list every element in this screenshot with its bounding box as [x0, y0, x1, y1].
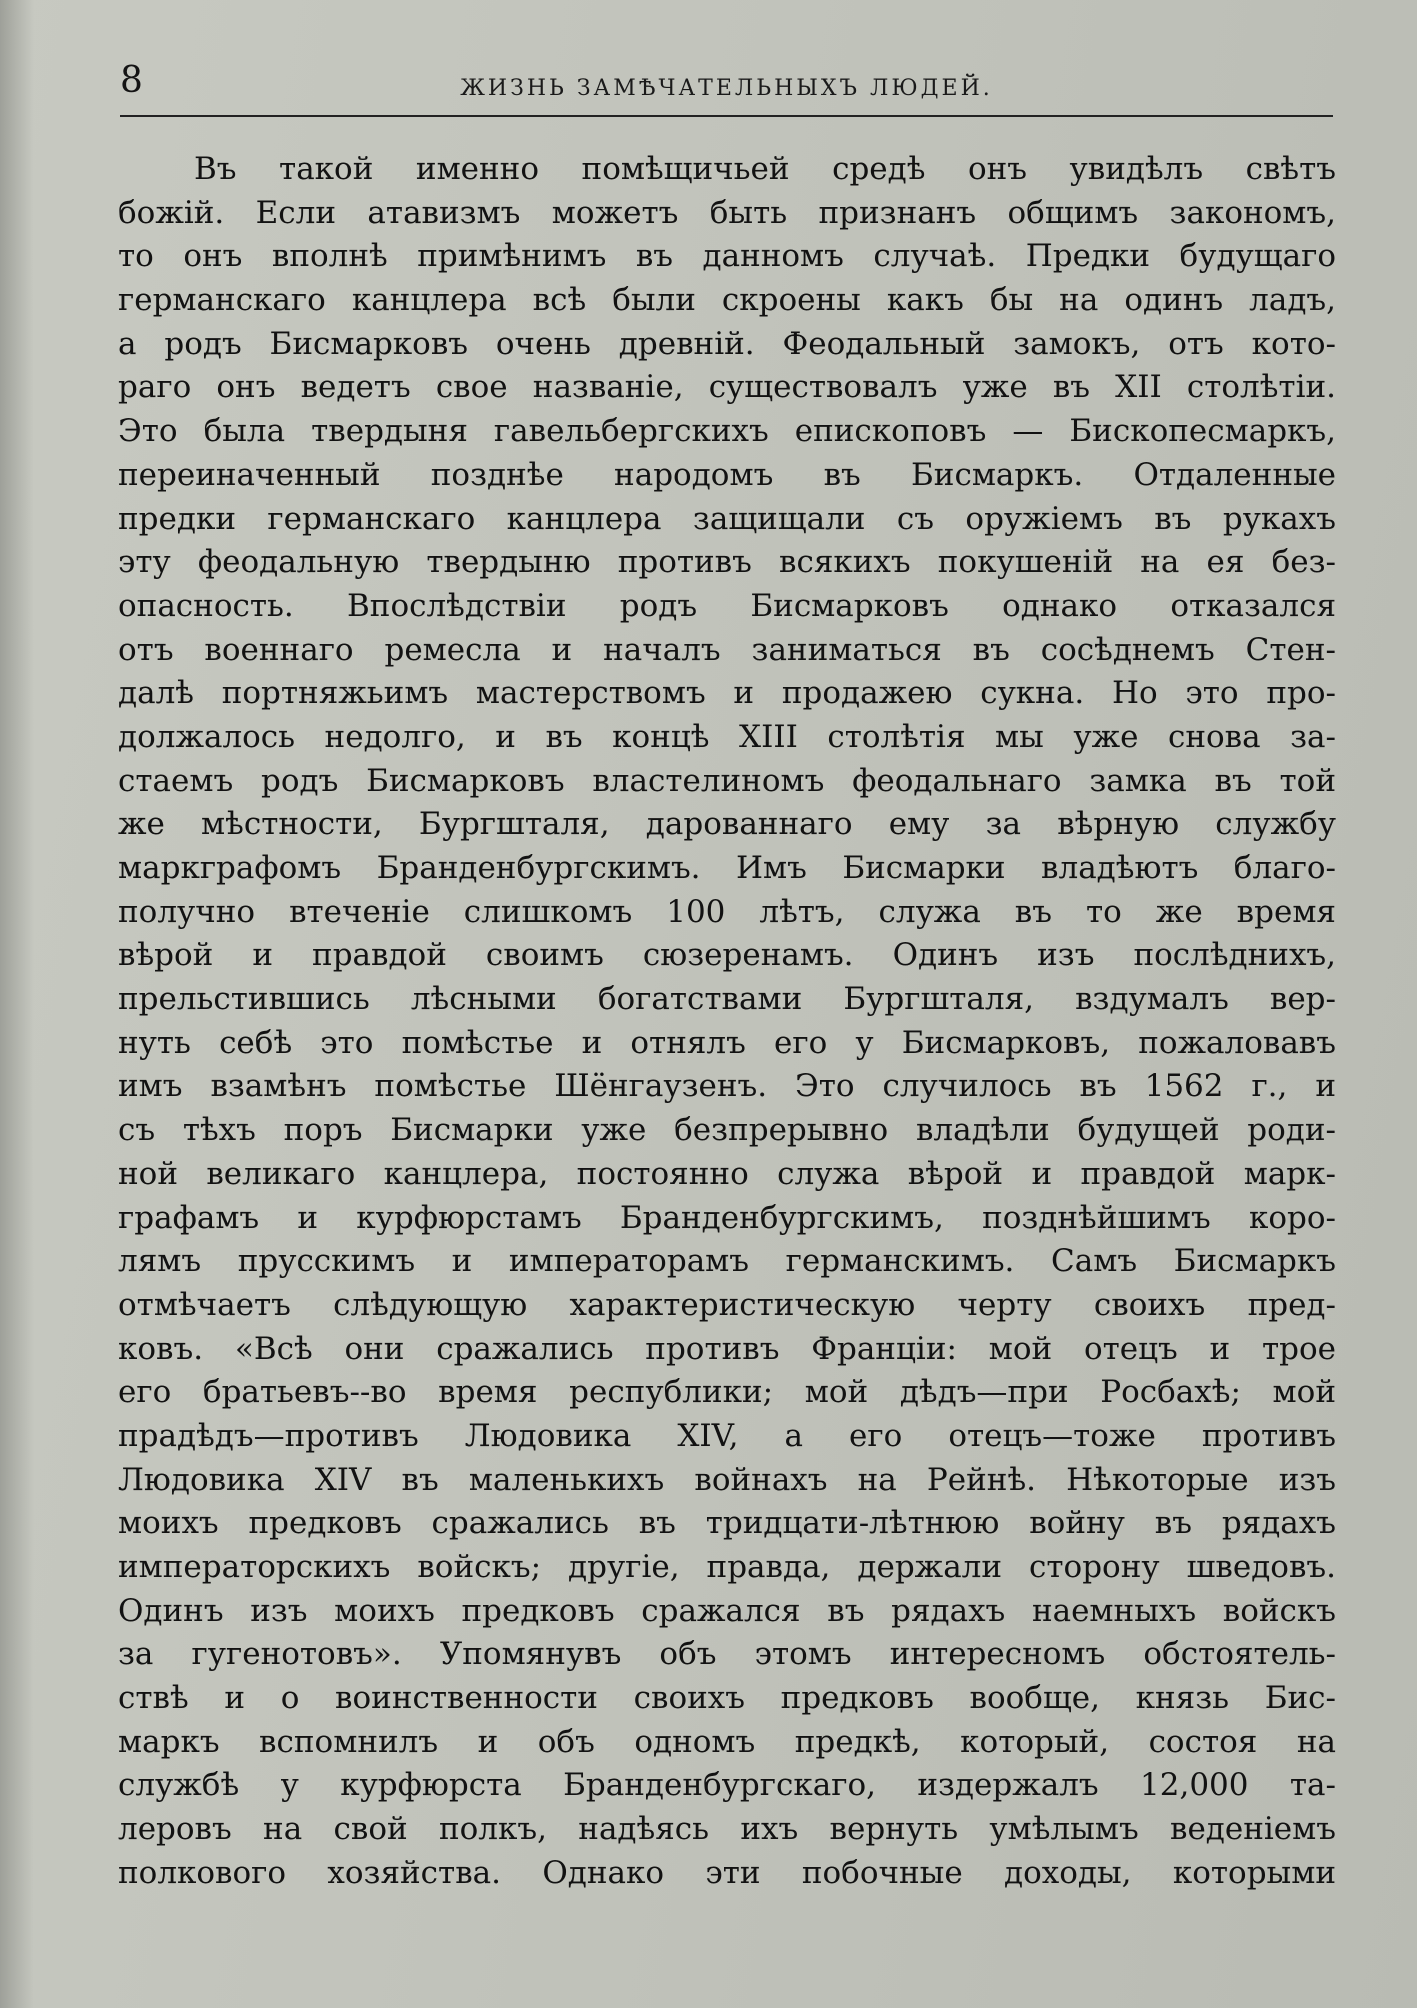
text-line: стаемъ родъ Бисмарковъ властелиномъ феодальнаго замка въ той [118, 762, 1336, 799]
text-line: отъ военнаго ремесла и началъ заниматься въ сосѣднемъ Стен- [118, 631, 1336, 668]
text-line: Одинъ изъ моихъ предковъ сражался въ рядахъ наемныхъ войскъ [118, 1592, 1336, 1629]
text-line: же мѣстности, Бургшталя, дарованнаго ему за вѣрную службу [118, 806, 1336, 843]
text-line: вѣрой и правдой своимъ сюзеренамъ. Одинъ изъ послѣднихъ, [118, 937, 1336, 974]
text-line: прельстившись лѣсными богатствами Бургшталя, вздумалъ вер- [118, 981, 1336, 1018]
text-line: императорскихъ войскъ; другіе, правда, держали сторону шведовъ. [118, 1549, 1336, 1585]
text-line: прадѣдъ—противъ Людовика XIV, а его отецъ—тоже противъ [118, 1417, 1336, 1454]
text-line: раго онъ ведетъ свое названіе, существовалъ уже въ XII столѣтіи. [118, 369, 1336, 406]
text-line: его братьевъ--во время республики; мой дѣдъ—при Росбахѣ; мой [118, 1374, 1336, 1411]
text-line: Людовика XIV въ маленькихъ войнахъ на Рейнѣ. Нѣкоторые изъ [118, 1461, 1336, 1498]
text-line: далѣ портняжьимъ мастерствомъ и продажею сукна. Но это про- [118, 675, 1336, 712]
text-line: полкового хозяйства. Однако эти побочные доходы, которыми [118, 1854, 1336, 1891]
text-line: божій. Если атавизмъ можетъ быть признанъ общимъ закономъ, [118, 194, 1336, 231]
text-line: опасность. Впослѣдствіи родъ Бисмарковъ однако отказался [118, 587, 1336, 624]
text-line: съ тѣхъ поръ Бисмарки уже безпрерывно владѣли будущей роди- [118, 1112, 1336, 1149]
text-line: получно втеченіе слишкомъ 100 лѣтъ, служа въ то же время [118, 893, 1336, 930]
text-line: переиначенный позднѣе народомъ въ Бисмаркъ. Отдаленные [118, 456, 1336, 493]
body-text [118, 148, 1336, 1896]
text-line: маркъ вспомнилъ и объ одномъ предкѣ, который, состоя на [118, 1723, 1336, 1760]
text-line: графамъ и курфюрстамъ Бранденбургскимъ, позднѣйшимъ коро- [118, 1199, 1336, 1236]
text-line: маркграфомъ Бранденбургскимъ. Имъ Бисмарки владѣютъ благо- [118, 850, 1336, 886]
text-line: службѣ у курфюрста Бранденбургскаго, издержалъ 12,000 та- [118, 1767, 1336, 1804]
text-line: ной великаго канцлера, постоянно служа вѣрой и правдой марк- [118, 1155, 1336, 1192]
text-line: отмѣчаетъ слѣдующую характеристическую черту своихъ пред- [118, 1286, 1336, 1323]
text-line: то онъ вполнѣ примѣнимъ въ данномъ случаѣ. Предки будущаго [118, 238, 1336, 275]
text-line: лямъ прусскимъ и императорамъ германскимъ. Самъ Бисмаркъ [118, 1243, 1336, 1280]
text-line: ствѣ и о воинственности своихъ предковъ вообще, князь Бис- [118, 1680, 1336, 1717]
text-line: леровъ на свой полкъ, надѣясь ихъ вернуть умѣлымъ веденіемъ [118, 1811, 1336, 1848]
header-rule [120, 115, 1333, 117]
text-line: нуть себѣ это помѣстье и отнялъ его у Бисмарковъ, пожаловавъ [118, 1024, 1336, 1061]
text-line: Это была твердыня гавельбергскихъ епископовъ — Бископесмаркъ, [118, 413, 1336, 450]
text-line: должалось недолго, и въ концѣ XIII столѣтія мы уже снова за- [118, 718, 1336, 755]
text-line: а родъ Бисмарковъ очень древній. Феодальный замокъ, отъ кото- [118, 325, 1336, 362]
running-title: ЖИЗНЬ ЗАМѢЧАТЕЛЬНЫХЪ ЛЮДЕЙ. [460, 76, 993, 101]
page-number: 8 [120, 60, 143, 101]
page-header [120, 60, 1333, 120]
text-line: эту феодальную твердыню противъ всякихъ покушеній на ея без- [118, 544, 1336, 581]
text-line: имъ взамѣнъ помѣстье Шёнгаузенъ. Это случилось въ 1562 г., и [118, 1068, 1336, 1105]
text-line: предки германскаго канцлера защищали съ оружіемъ въ рукахъ [118, 500, 1336, 537]
text-line: моихъ предковъ сражались въ тридцати-лѣтнюю войну въ рядахъ [118, 1505, 1336, 1542]
text-line: германскаго канцлера всѣ были скроены какъ бы на одинъ ладъ, [118, 282, 1336, 319]
text-line: Въ такой именно помѣщичьей средѣ онъ увидѣлъ свѣтъ [194, 151, 1336, 187]
text-line: ковъ. «Всѣ они сражались противъ Франціи: мой отецъ и трое [118, 1330, 1336, 1367]
text-line: за гугенотовъ». Упомянувъ объ этомъ интересномъ обстоятель- [118, 1636, 1336, 1673]
